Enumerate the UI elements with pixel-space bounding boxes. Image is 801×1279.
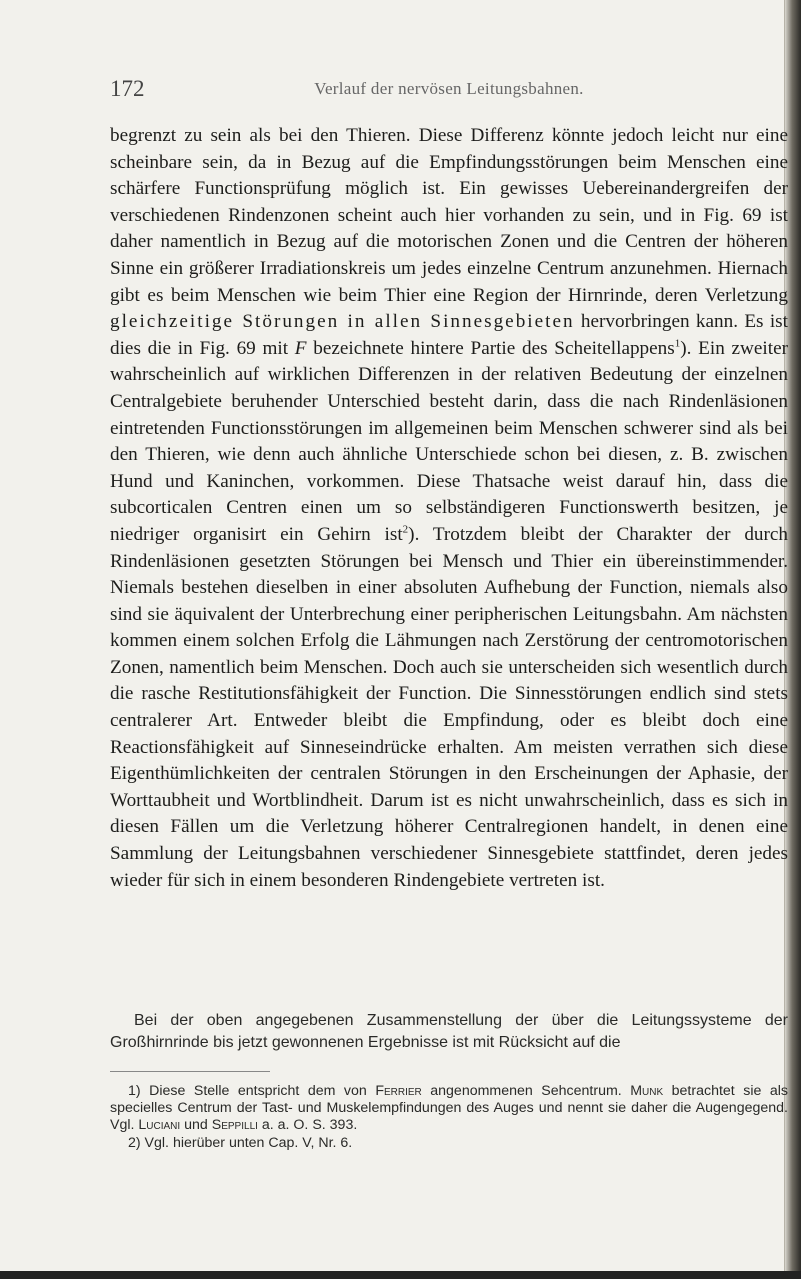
author-name: Ferrier xyxy=(375,1083,422,1099)
author-name: Munk xyxy=(630,1083,664,1099)
footnote-ref-2: 2 xyxy=(402,523,409,536)
page-number: 172 xyxy=(110,76,145,101)
spaced-emphasis: gleichzeitige Störungen in allen Sinnesgebieten xyxy=(110,311,575,333)
text-run: hervorbringen kann. Es ist dies die in Fig. 69 mit xyxy=(110,311,788,359)
text-run: und xyxy=(180,1117,212,1134)
footnotes xyxy=(110,1083,788,1152)
figure-label: F xyxy=(294,337,307,359)
text-run: begrenzt zu sein als bei den Thieren. Diese Differenz könnte jedoch leicht nur eine scheinbare sein, da in Bezug auf die Empfindungsstörungen beim Menschen eine schärfere Functionsprüfung möglich ist. Ein gewisses Uebereinandergreifen der verschiedenen Rindenzonen scheint auch hier vorhanden zu sein, und in Fig. 69 ist daher namentlich in Bezug auf die motorischen Zonen und die Centren der höheren Sinne ein größerer Irradiationskreis um jedes einzelne Centrum anzunehmen. Hiernach gibt es beim Menschen wie beim Thier eine Region der Hirnrinde, deren Verletzung xyxy=(110,125,788,306)
text-run: . Ein zweiter wahrscheinlich auf wirklichen Differenzen in der relativen Bedeutung der einzelnen Centralgebiete beruhender Unterschied besteht darin, dass die nach Rindenläsionen eintretenden Functionsstörungen im allgemeinen beim Menschen schwerer sind als bei den Thieren, wie denn auch ähnliche Unterschiede schon bei diesen, z. B. zwischen Hund und Kaninchen, vorkommen. Diese Thatsache weist darauf hin, dass die subcorticalen Centren einen um so selbständigeren Functionswerth besitzen, je niedriger organisirt ein Gehirn ist xyxy=(110,337,788,545)
text-run: angenommenen Sehcentrum. xyxy=(421,1083,631,1099)
paragraph-1: begrenzt zu sein als bei den Thieren. Diese Differenz könnte jedoch leicht nur eine scheinbare sein, da in Bezug auf die Empfindungsstörungen beim Menschen eine schärfere Functionsprüfung möglich ist. Ein gewisses Uebereinandergreifen der verschiedenen Rindenzonen scheint auch hier vorhanden zu sein, und in Fig. 69 ist daher namentlich in Bezug auf die motorischen Zonen und die Centren der höheren Sinne ein größerer Irradiationskreis um jedes einzelne Centrum anzunehmen. Hiernach gibt es beim Menschen wie beim Thier eine Region der Hirnrinde, deren Verletzung gleichzeitige Störungen in allen Sinnesgebieten hervorbringen kann. Es ist dies die in Fig. 69 mit F bezeichnete hintere Partie des Scheitellappens$^1$). Ein zweiter wahrscheinlich auf wirklichen Differenzen in der relativen Bedeutung der einzelnen Centralgebiete beruhender Unterschied besteht darin, dass die nach Rindenläsionen eintretenden Functionsstörungen im allgemeinen beim Menschen schwerer sind als bei den Thieren, wie denn auch ähnliche Unterschiede schon bei diesen, z. B. zwischen Hund und Kaninchen, vorkommen. Diese Thatsache weist darauf hin, dass die subcorticalen Centren einen um so selbständigeren Functionswerth besitzen, je niedriger organisirt ein Gehirn ist$^2$). Trotzdem bleibt der Charakter der durch Rindenläsionen gesetzten Störungen bei Mensch und Thier ein übereinstimmender. Niemals bestehen dieselben in einer absoluten Aufhebung der Function, niemals also sind sie äquivalent der Unterbrechung einer peripherischen Leitungsbahn. Am nächsten kommen einem solchen Erfolg die Lähmungen nach Zerstörung der centromotorischen Zonen, namentlich beim Menschen. Doch auch sie unterscheiden sich wesentlich durch die rasche Restitutionsfähigkeit der Function. Die Sinnesstörungen endlich sind stets centralerer Art. Entweder bleibt die Empfindung, oder es bleibt doch eine Reactionsfähigkeit auf Sinneseindrücke erhalten. Am meisten verrathen sich diese Eigenthümlichkeiten der centralen Störungen in den Erscheinungen der Aphasie, der Worttaubheit und Wortblindheit. Darum ist es nicht unwahrscheinlich, dass es sich in diesen Fällen um die Verletzung höherer Centralregionen handelt, in denen eine Sammlung der Leitungsbahnen verschiedener Sinnesgebiete stattfindet, deren jedes wieder für sich in einem besonderen Rindengebiete vertreten ist. xyxy=(110,125,789,891)
main-paragraph xyxy=(110,123,788,894)
page-header xyxy=(110,76,788,106)
text-run: 1) Diese Stelle entspricht dem von xyxy=(128,1083,376,1099)
footnote-2: 2) Vgl. hierüber unten Cap. V, Nr. 6. xyxy=(128,1134,353,1151)
text-run: bezeichnete hintere Partie des Scheitellappens xyxy=(306,337,675,359)
running-head: Verlauf der nervösen Leitungsbahnen. xyxy=(314,79,584,98)
text-run: a. a. O. S. 393. xyxy=(257,1117,358,1134)
scan-bottom-border xyxy=(0,1271,801,1279)
footnote-divider xyxy=(110,1071,270,1072)
footnote-ref-1: 1 xyxy=(674,337,681,350)
footnote-1 xyxy=(110,1083,788,1135)
author-name: Luciani xyxy=(138,1117,181,1134)
text-run: . Trotzdem bleibt der Charakter der durch Rindenläsionen gesetzten Störungen bei Mensch und Thier ein übereinstimmender. Niemals bestehen dieselben in einer absoluten Aufhebung der Function, niemals also sind sie äquivalent der Unterbrechung einer peripherischen Leitungsbahn. Am nächsten kommen einem solchen Erfolg die Lähmungen nach Zerstörung der centromotorischen Zonen, namentlich beim Menschen. Doch auch sie unterscheiden sich wesentlich durch die rasche Restitutionsfähigkeit der Function. Die Sinnesstörungen endlich sind stets centralerer Art. Entweder bleibt die Empfindung, oder es bleibt doch eine Reactionsfähigkeit auf Sinneseindrücke erhalten. Am meisten verrathen sich diese Eigenthümlichkeiten der centralen Störungen in den Erscheinungen der Aphasie, der Worttaubheit und Wortblindheit. Darum ist es nicht unwahrscheinlich, dass es sich in diesen Fällen um die Verletzung höherer Centralregionen handelt, in denen eine Sammlung der Leitungsbahnen verschiedener Sinnesgebiete stattfindet, deren jedes wieder für sich in einem besonderen Rindengebiete vertreten ist. xyxy=(110,523,789,891)
text-run: betrachtet sie als specielles Centrum der Tast- und Muskelempfindungen des Auges und nennt sie daher die Augengegend. Vgl. xyxy=(110,1083,788,1134)
paragraph-2: Bei der oben angegebenen Zusammenstellung der über die Leitungssysteme der Großhirnrinde bis jetzt gewonnenen Ergebnisse ist mit Rücksicht auf die xyxy=(110,1012,788,1051)
author-name: Seppilli xyxy=(211,1117,258,1134)
second-paragraph xyxy=(110,1010,788,1053)
